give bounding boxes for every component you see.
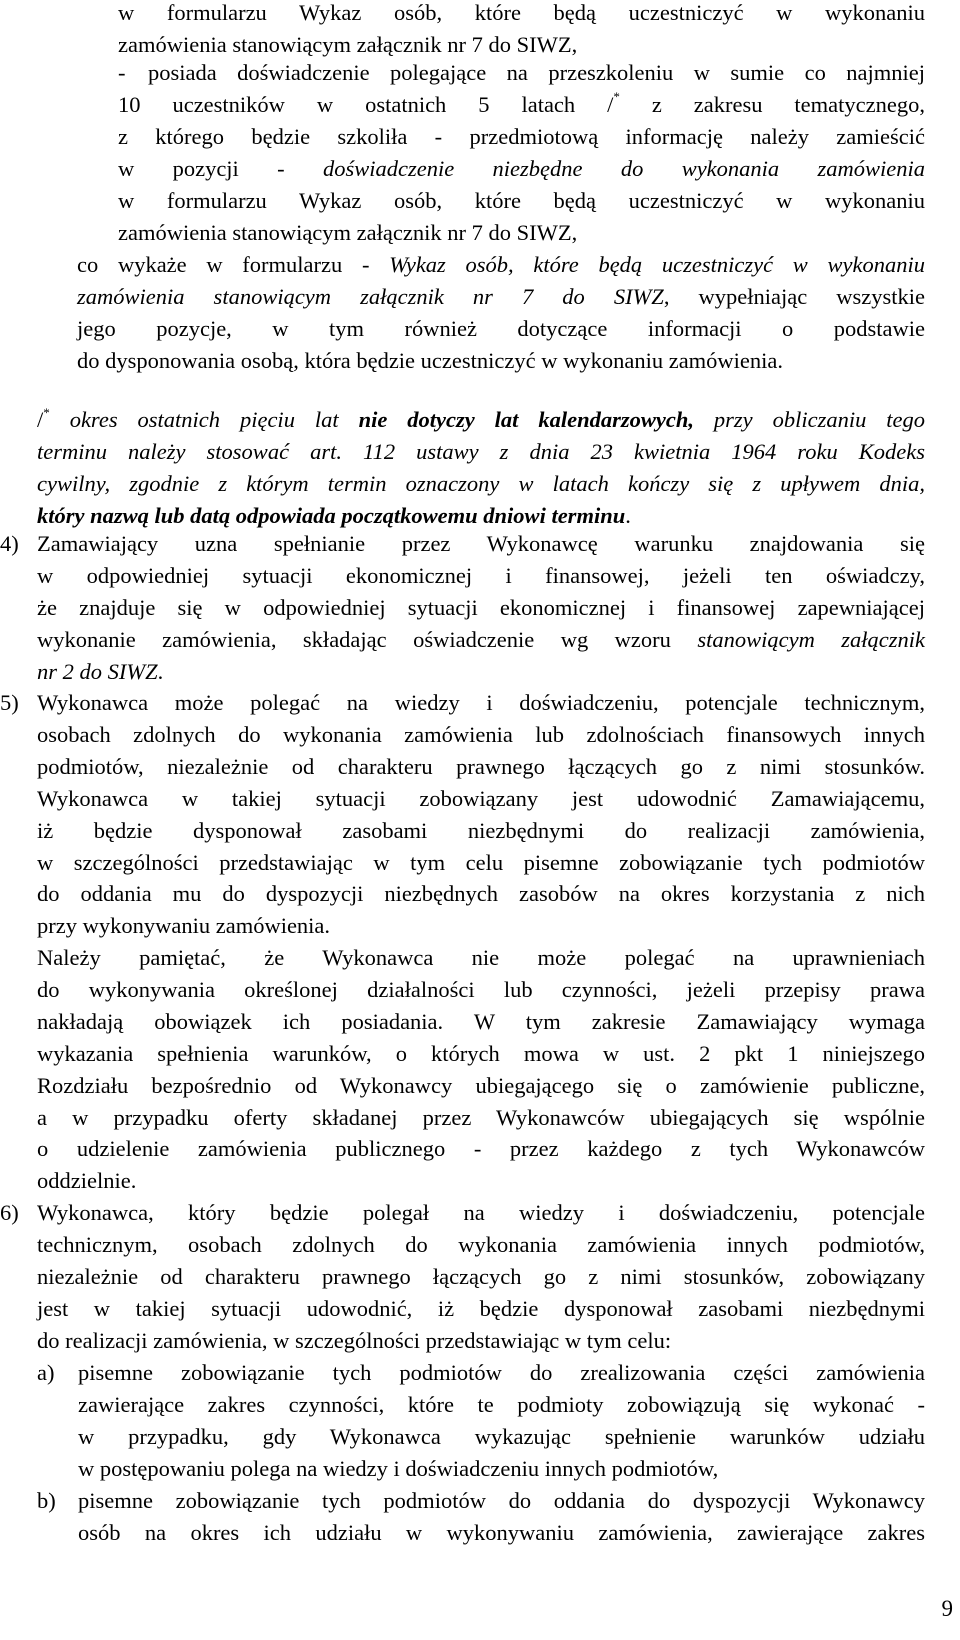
text-line: że znajduje się w odpowiedniej sytuacji ekonomicznej i finansowej zapewniającej <box>37 594 925 620</box>
text-run: . <box>625 502 631 528</box>
text-line: Wykonawca, który będzie polegał na wiedzy i doświadczeniu, potencjale <box>37 1200 925 1225</box>
text-line <box>118 57 925 89</box>
item-6-text <box>37 1197 925 1357</box>
text-line: zamówienia stanowiącym załącznik nr 7 do SIWZ, <box>118 219 578 245</box>
sub-item-marker: b) <box>37 1488 56 1513</box>
text-line: a w przypadku oferty składanej przez Wykonawców ubiegających się wspólnie <box>37 1104 925 1130</box>
footnote <box>37 404 925 532</box>
text-line <box>37 500 925 532</box>
item-5-paragraph-1 <box>37 687 925 942</box>
text-line <box>118 89 925 121</box>
footnote-asterisk: * <box>613 89 620 105</box>
text-run: co wykaże w formularzu - <box>77 252 390 277</box>
page-number: 9 <box>941 1596 953 1621</box>
text-line: do realizacji zamówienia, w szczególności przedstawiając w tym celu: <box>37 1327 672 1353</box>
text-line: pisemne zobowiązanie tych podmiotów do oddania do dyspozycji Wykonawcy <box>78 1488 925 1513</box>
sub-item-a-text <box>78 1357 925 1485</box>
item-number: 4) <box>0 531 19 556</box>
item-4-text <box>37 528 925 688</box>
text-line <box>37 404 925 436</box>
text-run: wykonanie zamówienia, składając oświadczenie wg wzoru <box>37 626 698 652</box>
text-line: w odpowiedniej sytuacji ekonomicznej i finansowej, jeżeli ten oświadczy, <box>37 562 925 588</box>
text-run: . <box>157 658 164 684</box>
text-line: nakładają obowiązek ich posiadania. W tym zakresie Zamawiający wymaga <box>37 1008 925 1034</box>
text-run: posiada doświadczenie polegające na przeszkoleniu w sumie co najmniej <box>148 60 925 85</box>
text-line: Wykonawca może polegać na wiedzy i doświadczeniu, potencjale technicznym, <box>37 690 925 715</box>
text-line: Wykonawca w takiej sytuacji zobowiązany jest udowodnić Zamawiającemu, <box>37 785 925 811</box>
text-line: cywilny, zgodnie z którym termin oznaczony w latach kończy się z upływem dnia, <box>37 470 925 496</box>
text-line <box>37 624 925 656</box>
continuation-paragraph <box>118 0 925 61</box>
item-number: 6) <box>0 1200 19 1225</box>
sub-item-marker: a) <box>37 1360 55 1385</box>
text-line: do dysponowania osobą, która będzie uczestniczyć w wykonaniu zamówienia. <box>77 347 784 373</box>
text-line: pisemne zobowiązanie tych podmiotów do zrealizowania części zamówienia <box>78 1360 925 1385</box>
footnote-asterisk: * <box>43 404 50 420</box>
text-line: osób na okres ich udziału w wykonywaniu zamówienia, zawierające zakres <box>78 1519 925 1545</box>
text-line: oddzielnie. <box>37 1168 137 1194</box>
text-line: jest w takiej sytuacji udowodnić, iż będzie dysponował zasobami niezbędnymi <box>37 1295 925 1321</box>
bold-run: nie dotyczy lat kalendarzowych, <box>358 407 694 432</box>
italic-run: zamówienia stanowiącym załącznik nr 7 do SIWZ <box>77 283 664 309</box>
text-line: w postępowaniu polega na wiedzy i doświadczeniu innych podmiotów, <box>78 1455 719 1481</box>
text-line: terminu należy stosować art. 112 ustawy z dnia 23 kwietnia 1964 roku Kodeks <box>37 438 925 464</box>
text-line: wykazania spełnienia warunków, o których mowa w ust. 2 pkt 1 niniejszego <box>37 1040 925 1066</box>
sub-item-b-text <box>78 1485 925 1549</box>
text-line: z którego będzie szkoliła - przedmiotową informację należy zamieścić <box>118 123 925 149</box>
text-line: o udzielenie zamówienia publicznego - przez każdego z tych Wykonawców <box>37 1136 925 1162</box>
text-line <box>37 656 925 688</box>
text-run: w pozycji - <box>118 155 323 181</box>
text-line: w formularzu Wykaz osób, które będą uczestniczyć w wykonaniu <box>118 0 925 25</box>
bold-run: który nazwą lub datą odpowiada początkowemu dniowi terminu <box>37 502 626 528</box>
footnote-slash: / <box>37 407 44 432</box>
text-line: technicznym, osobach zdolnych do wykonania zamówienia innych podmiotów, <box>37 1231 925 1257</box>
text-run: , wypełniając wszystkie <box>663 283 926 309</box>
text-line <box>77 281 925 313</box>
text-line: iż będzie dysponował zasobami niezbędnymi do realizacji zamówienia, <box>37 817 925 843</box>
text-line: zawierające zakres czynności, które te podmioty zobowiązują się wykonać - <box>78 1391 925 1417</box>
dash-marker: - <box>118 60 126 85</box>
text-run: okres ostatnich pięciu lat <box>49 407 359 432</box>
text-line <box>118 153 925 185</box>
text-line: zamówienia stanowiącym załącznik nr 7 do SIWZ, <box>118 31 578 57</box>
italic-run: stanowiącym załącznik <box>697 626 925 652</box>
text-line: jego pozycje, w tym również dotyczące informacji o podstawie <box>77 315 925 341</box>
text-line: Należy pamiętać, że Wykonawca nie może polegać na uprawnieniach <box>37 945 925 970</box>
italic-run: doświadczenie niezbędne do wykonania zamówienia <box>322 155 926 181</box>
text-line: w szczególności przedstawiając w tym celu pisemne zobowiązanie tych podmiotów <box>37 849 925 875</box>
text-run: 10 uczestników w ostatnich 5 latach / <box>118 91 614 117</box>
text-run: przy obliczaniu tego <box>693 407 926 432</box>
text-run: z zakresu tematycznego, <box>619 91 925 117</box>
text-line <box>77 249 925 281</box>
text-line: Rozdziału bezpośrednio od Wykonawcy ubiegającego się o zamówienie publiczne, <box>37 1072 925 1098</box>
text-line: niezależnie od charakteru prawnego łączących go z nimi stosunków, zobowiązany <box>37 1263 925 1289</box>
italic-run: nr 2 do SIWZ <box>37 658 158 684</box>
text-line: przy wykonywaniu zamówienia. <box>37 913 331 939</box>
text-line: Zamawiający uzna spełnianie przez Wykonawcę warunku znajdowania się <box>37 531 925 556</box>
text-line: do wykonywania określonej działalności lub czynności, jeżeli przepisy prawa <box>37 976 925 1002</box>
text-line: do oddania mu do dyspozycji niezbędnych zasobów na okres korzystania z nich <box>37 881 925 907</box>
dash-item-text <box>118 57 925 248</box>
text-line: w przypadku, gdy Wykonawca wykazując spełnienie warunków udziału <box>78 1423 925 1449</box>
text-line: podmiotów, niezależnie od charakteru prawnego łączących go z nimi stosunków. <box>37 753 925 779</box>
text-line: osobach zdolnych do wykonania zamówienia lub zdolnościach finansowych innych <box>37 721 925 747</box>
summary-paragraph <box>77 249 925 377</box>
text-line: w formularzu Wykaz osób, które będą uczestniczyć w wykonaniu <box>118 187 925 213</box>
item-number: 5) <box>0 690 19 715</box>
item-5-paragraph-2 <box>37 942 925 1197</box>
italic-run: Wykaz osób, które będą uczestniczyć w wykonaniu <box>389 252 925 277</box>
